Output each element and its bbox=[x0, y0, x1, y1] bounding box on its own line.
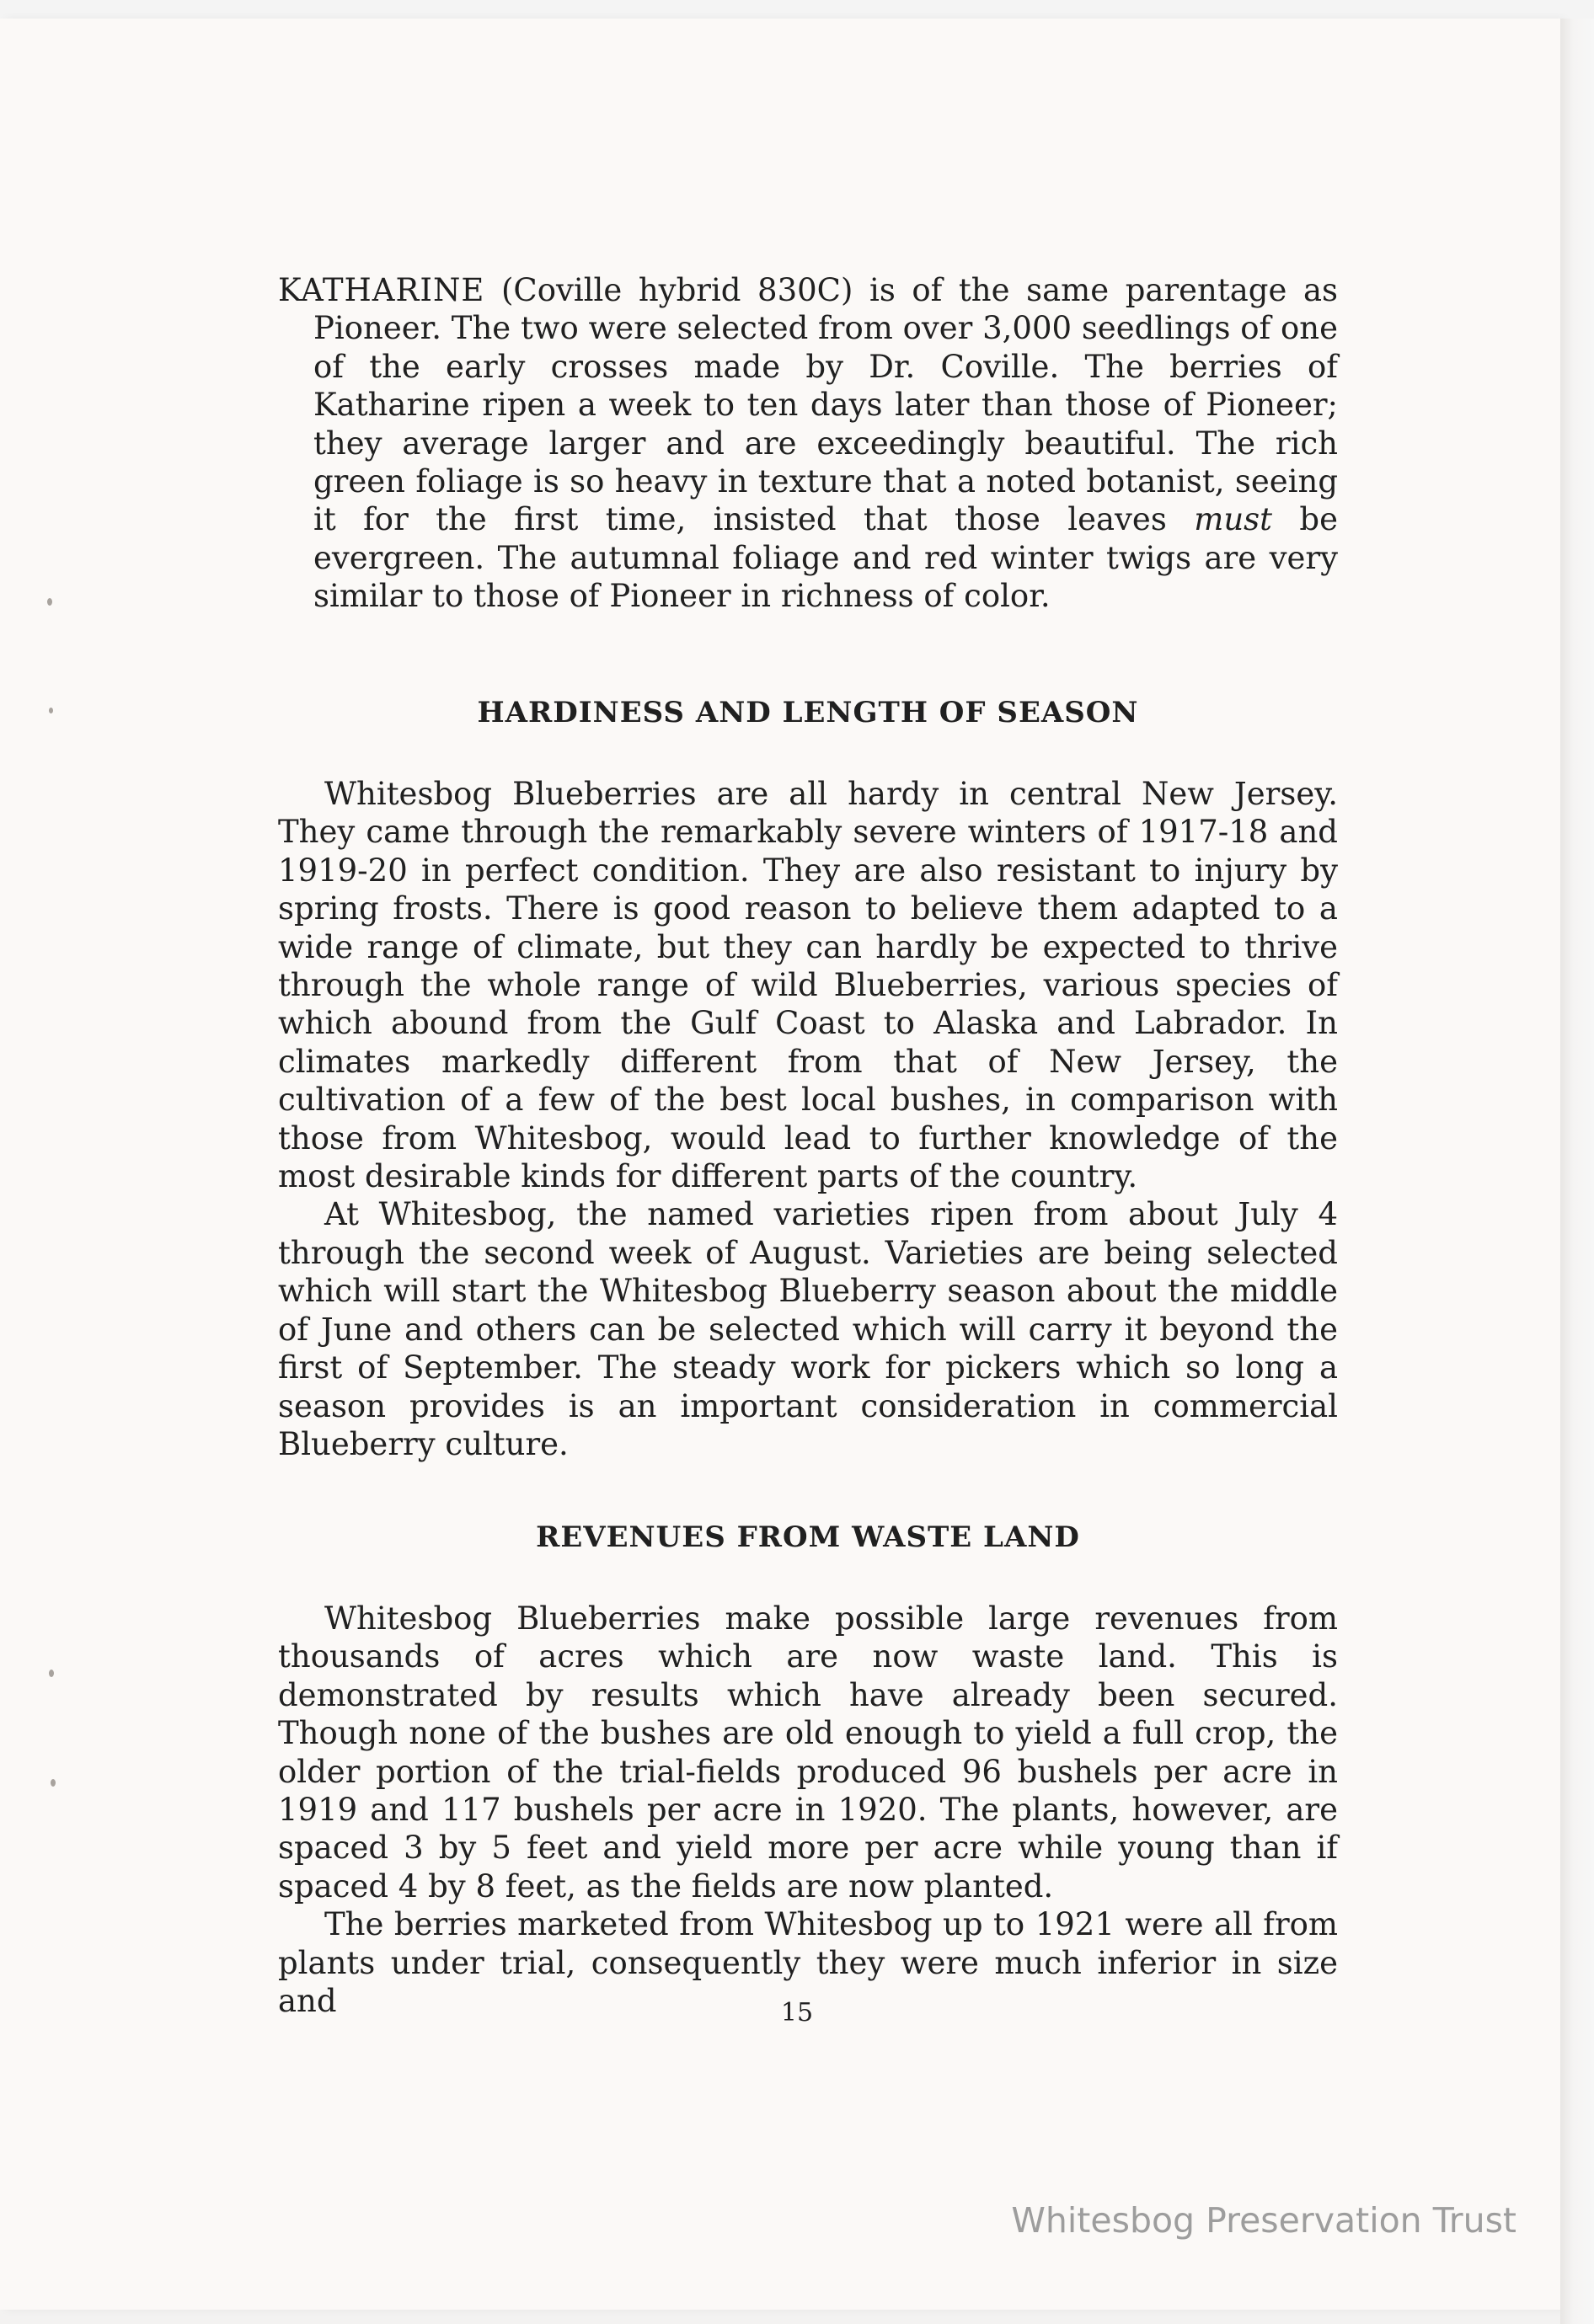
heading-hardiness: HARDINESS AND LENGTH OF SEASON bbox=[477, 696, 1139, 729]
scan-top-strip bbox=[0, 0, 1594, 19]
hardiness-paragraph-2: At Whitesbog, the named varieties ripen from about July 4 through the second week of August. Varieties are being selected which will start the Whitesbog Blueberry season about the middle of June and others can be selected which will carry it beyond the first of September. The steady work for pickers which so long a season provides is an important consideration in commercial Blueberry culture. bbox=[278, 1196, 1338, 1462]
revenues-section bbox=[278, 1600, 1338, 2020]
document-page bbox=[0, 19, 1560, 2310]
hardiness-section bbox=[278, 775, 1338, 1463]
revenues-paragraph-1: Whitesbog Blueberries make possible large revenues from thousands of acres which are now waste land. This is demonstrated by results which have already been secured. Though none of the bushes are old enough to yield a full crop, the older portion of the trial-fields produced 96 bushels per acre in 1919 and 117 bushels per acre in 1920. The plants, however, are spaced 3 by 5 feet and yield more per acre while young than if spaced 4 by 8 feet, as the fields are now planted. bbox=[278, 1600, 1338, 1905]
emphasis-must: must bbox=[1194, 501, 1273, 538]
hardiness-paragraph-1: Whitesbog Blueberries are all hardy in central New Jersey. They came through the remarkably severe winters of 1917-18 and 1919-20 in perfect condition. They are also resistant to injury by spring frosts. There is good reason to believe them adapted to a wide range of climate, but they can hardly be expected to thrive through the whole range of wild Blueberries, various species of which abound from the Gulf Coast to Alaska and Labrador. In climates markedly different from that of New Jersey, the cultivation of a few of the best local bushes, in comparison with those from Whitesbog, would lead to further knowledge of the most desirable kinds for different parts of the country. bbox=[278, 776, 1338, 1195]
paper-speck bbox=[49, 708, 53, 713]
page-right-edge bbox=[1560, 19, 1594, 2324]
paper-speck bbox=[47, 598, 52, 606]
page-number: 15 bbox=[780, 1998, 814, 2027]
katharine-text-part1: (Coville hybrid 830C) is of the same parentage as Pioneer. The two were selected from over 3,000 seedlings of one of the early crosses made by Dr. Coville. The berries of Katharine ripen a week to ten days later than those of Pioneer; they average larger and are exceedingly beautiful. The rich green foliage is so heavy in texture that a noted botanist, seeing it for the first time, insisted that those leaves bbox=[313, 272, 1338, 538]
revenues-paragraph-2: The berries marketed from Whitesbog up to 1921 were all from plants under trial, consequently they were much inferior in size and bbox=[278, 1906, 1338, 2020]
katharine-text-part2: be evergreen. The autumnal foliage and red winter twigs are very similar to those of Pioneer in richness of color. bbox=[313, 501, 1338, 615]
watermark: Whitesbog Preservation Trust bbox=[1011, 2200, 1516, 2241]
katharine-section bbox=[278, 271, 1338, 616]
paper-speck bbox=[49, 1670, 54, 1677]
paper-speck bbox=[51, 1779, 56, 1787]
heading-revenues: REVENUES FROM WASTE LAND bbox=[536, 1520, 1080, 1554]
variety-name: KATHARINE bbox=[278, 272, 485, 308]
katharine-paragraph bbox=[278, 271, 1338, 616]
